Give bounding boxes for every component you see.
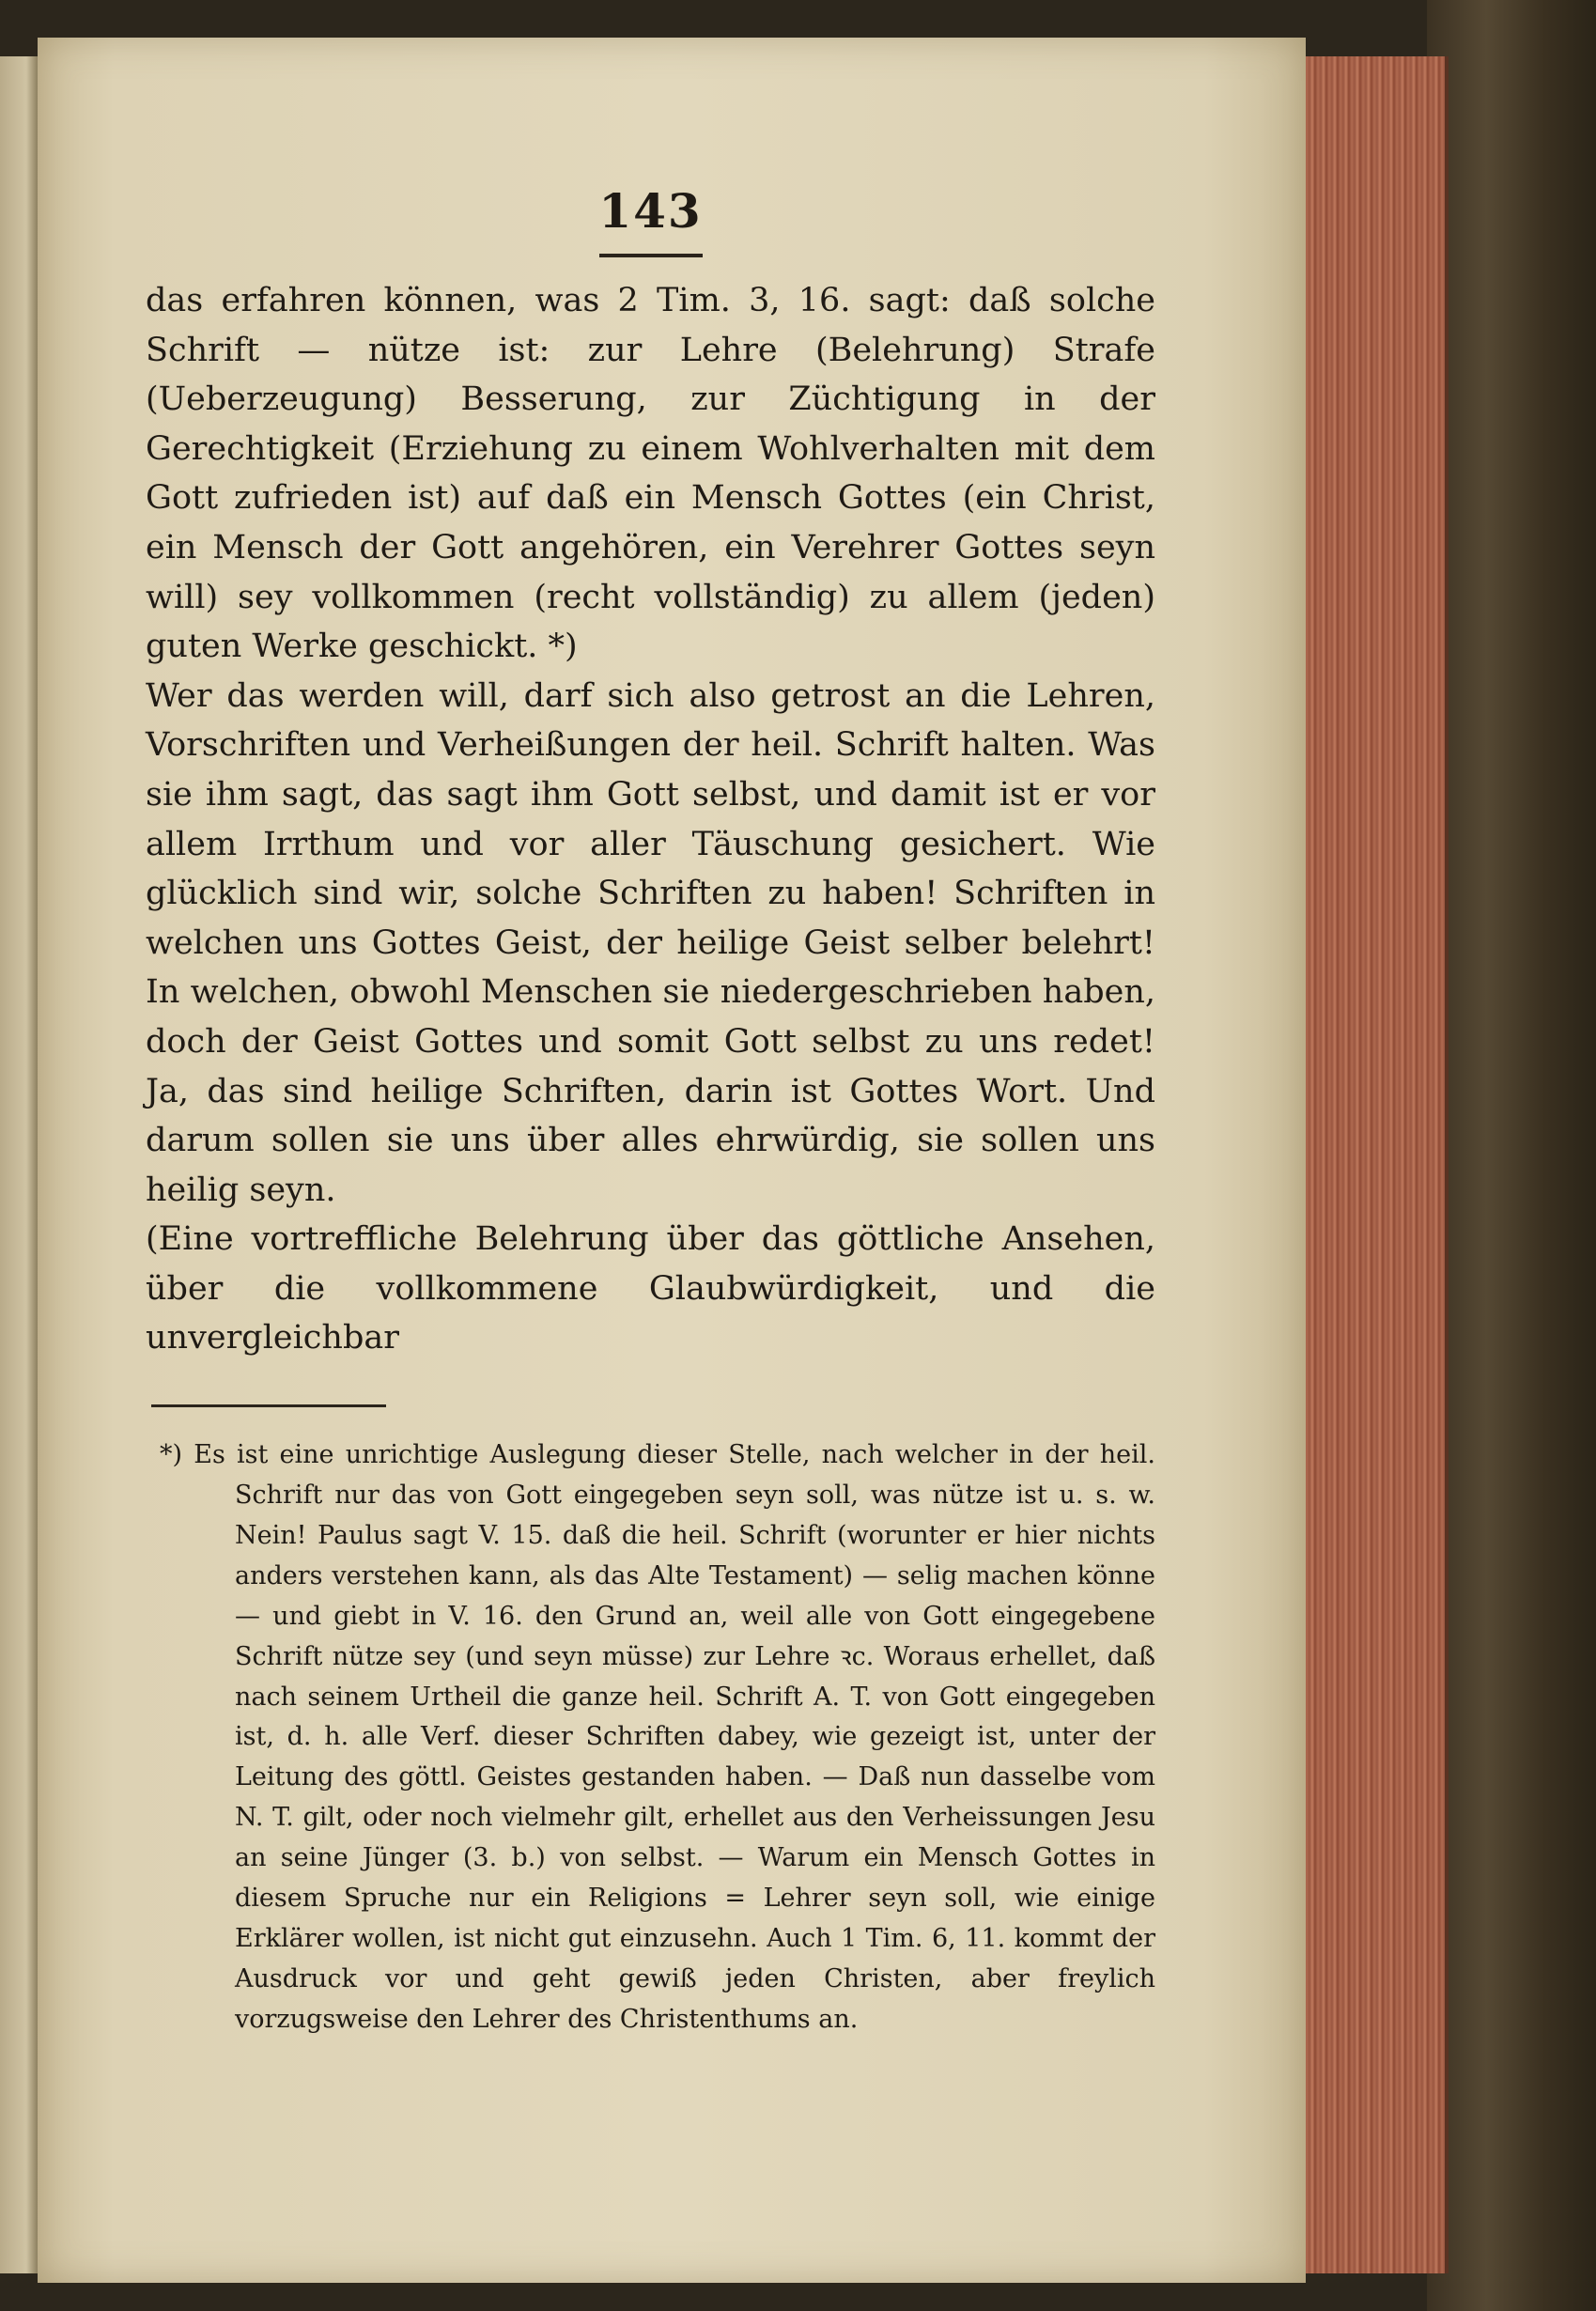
header-rule — [599, 254, 703, 257]
left-page-edge — [0, 56, 38, 2273]
page-content — [146, 178, 1155, 2040]
paragraph-3: (Eine vortreffliche Belehrung über das göttliche Ansehen, über die vollkommene Glaubwürdigkeit, und die unvergleichbar — [146, 1220, 1155, 1357]
book-cover-edge — [1427, 0, 1596, 2311]
footnote: *) Es ist eine unrichtige Auslegung dieser Stelle, nach welcher in der heil. Schrift nur das von Gott eingegeben seyn soll, was nütze ist u. s. w. Nein! Paulus sagt V. 15. daß die heil. Schrift (worunter er hier nichts anders verstehen kann, als das Alte Testament) — selig machen könne — und giebt in V. 16. den Grund an, weil alle von Gott eingegebene Schrift nütze sey (und seyn müsse) zur Lehre ꝛc. Woraus erhellet, daß nach seinem Urtheil die ganze heil. Schrift A. T. von Gott eingegeben ist, d. h. alle Verf. dieser Schriften dabey, wie gezeigt ist, unter der Leitung des göttl. Geistes gestanden haben. — Daß nun dasselbe vom N. T. gilt, oder noch vielmehr gilt, erhellet aus den Verheissungen Jesu an seine Jünger (3. b.) von selbst. — Warum ein Mensch Gottes in diesem Spruche nur ein Religions = Lehrer seyn soll, wie einige Erklärer wollen, ist nicht gut einzusehn. Auch 1 Tim. 6, 11. kommt der Ausdruck vor und geht gewiß jeden Christen, aber freylich vorzugsweise den Lehrer des Christenthums an. — [160, 1440, 1155, 2034]
paragraph-1: das erfahren können, was 2 Tim. 3, 16. sagt: daß solche Schrift — nütze ist: zur Lehre (Belehrung) Strafe (Ueberzeugung) Besserung, zur Züchtigung in der Gerechtigkeit (Erziehung zu einem Wohlverhalten mit dem Gott zufrieden ist) auf daß ein Mensch Gottes (ein Christ, ein Mensch der Gott angehören, ein Verehrer Gottes seyn will) sey vollkommen (recht vollständig) zu allem (jeden) guten Werke geschickt. *) — [146, 282, 1155, 666]
page-stack-edge — [1304, 56, 1449, 2273]
book-page — [38, 38, 1306, 2283]
footnote-rule — [151, 1404, 386, 1407]
page-number: 143 — [598, 183, 703, 239]
paragraph-2: Wer das werden will, darf sich also getrost an die Lehren, Vorschriften und Verheißungen der heil. Schrift halten. Was sie ihm sagt, das sagt ihm Gott selbst, und damit ist er vor allem Irrthum und vor aller Täuschung gesichert. Wie glücklich sind wir, solche Schriften zu haben! Schriften in welchen uns Gottes Geist, der heilige Geist selber belehrt! In welchen, obwohl Menschen sie niedergeschrieben haben, doch der Geist Gottes und somit Gott selbst zu uns redet! Ja, das sind heilige Schriften, darin ist Gottes Wort. Und darum sollen sie uns über alles ehrwürdig, sie sollen uns heilig seyn. — [146, 676, 1155, 1209]
